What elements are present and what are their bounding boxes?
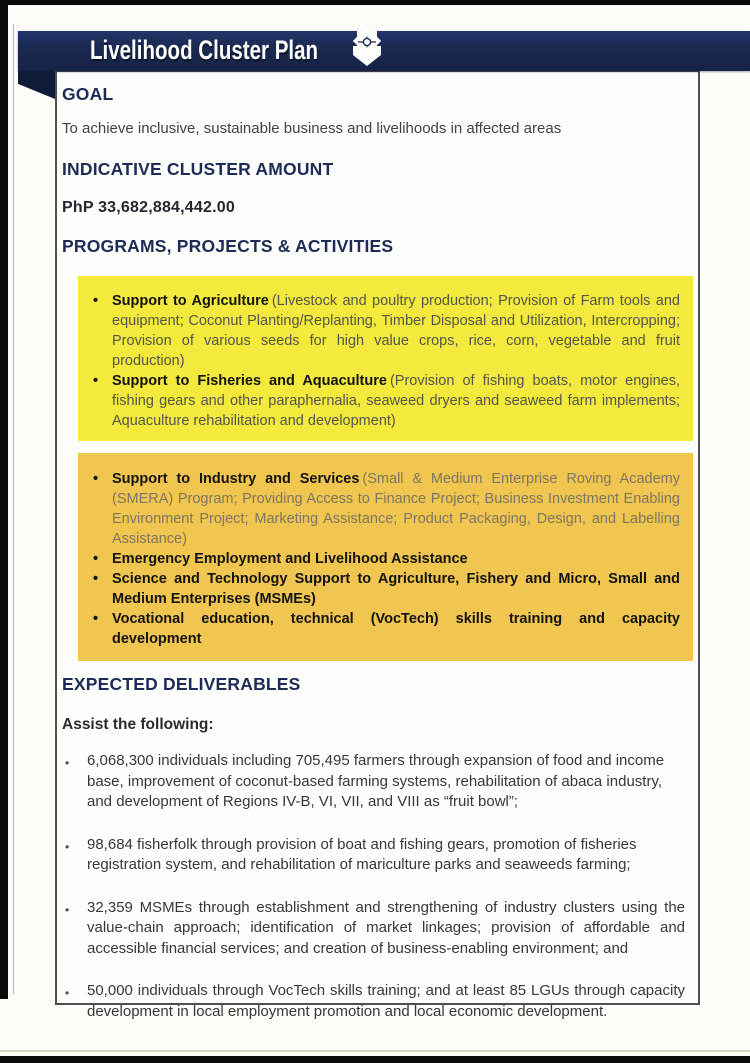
deliverable-text: 6,068,300 individuals including 705,495 farmers through expansion of food and income base, improvement of coconut-based farming systems, rehabilitation of abaca industry, and development of Regions IV-B, VI, VII, and VIII as “fruit bowl”;	[87, 752, 665, 810]
list-item	[93, 469, 680, 549]
deliverables-heading: EXPECTED DELIVERABLES	[62, 674, 301, 694]
goal-text: To achieve inclusive, sustainable business and livelihoods in affected areas	[62, 120, 562, 137]
program-detail: (Livestock and poultry production; Provision of Farm tools and equipment; Coconut Planting/Replanting, Timber Disposal and Utilization, Intercropping; Provision of various seeds for high value crops, rice, corn, vegetable and fruit production)	[112, 293, 680, 369]
program-title: Vocational education, technical (VocTech) skills training and capacity development	[112, 611, 680, 647]
cluster-emblem-icon	[344, 28, 390, 74]
program-title: Emergency Employment and Livelihood Assistance	[112, 551, 468, 567]
bullet-dot: •	[65, 756, 70, 770]
program-title: Support to Agriculture	[112, 293, 269, 309]
title-banner	[18, 31, 750, 71]
list-item	[62, 835, 685, 876]
list-item	[62, 751, 685, 813]
bullet-dot: •	[93, 471, 99, 487]
highlight-block-industry-services	[78, 453, 693, 661]
goal-heading: GOAL	[62, 84, 114, 104]
deliverable-text: 32,359 MSMEs through establishment and strengthening of industry clusters using the value-chain approach; identification of market linkages; provision of affordable and accessible financial services; and creation of business-enabling environment; and	[87, 898, 685, 957]
program-detail: (Small & Medium Enterprise Roving Academy (SMERA) Program; Providing Access to Finance Project; Business Investment Enabling Environment Project; Marketing Assistance; Product Packaging, Design, and Labelling Assistance)	[112, 471, 681, 547]
indicative-amount-value: PhP 33,682,884,442.00	[62, 199, 235, 216]
plan-content-box	[55, 70, 700, 1020]
bullet-dot: •	[65, 839, 70, 854]
list-item	[93, 291, 680, 371]
deliverable-text: 50,000 individuals through VocTech skills training; and at least 85 LGUs through capacity development in local employment promotion and local economic development.	[87, 982, 685, 1020]
scan-top-border	[0, 0, 750, 5]
program-title: Support to Fisheries and Aquaculture	[112, 373, 387, 389]
bullet-dot: •	[93, 611, 99, 627]
bullet-dot: •	[93, 373, 99, 389]
program-detail: (Provision of fishing boats, motor engines, fishing gears and other paraphernalia, seaweed dryers and seaweed farm implements; Aquaculture rehabilitation and development)	[112, 373, 680, 429]
page-title: Livelihood Cluster Plan	[90, 35, 319, 65]
scan-bottom-border	[0, 1056, 750, 1063]
banner-ribbon-fold	[18, 71, 55, 99]
list-item	[62, 898, 685, 960]
scan-crease-line	[13, 24, 14, 994]
bullet-dot: •	[65, 902, 70, 917]
scan-left-border	[0, 0, 8, 999]
bullet-dot: •	[93, 551, 99, 567]
bullet-dot: •	[93, 571, 99, 587]
program-title: Science and Technology Support to Agriculture, Fishery and Micro, Small and Medium Enterprises (MSMEs)	[112, 571, 680, 607]
highlight-block-agri-fisheries	[78, 276, 693, 441]
program-title: Support to Industry and Services	[112, 471, 360, 487]
list-item	[62, 981, 685, 1022]
bullet-dot: •	[65, 986, 70, 1000]
bullet-dot: •	[93, 293, 99, 309]
list-item	[93, 549, 680, 569]
deliverable-text: 98,684 fisherfolk through provision of boat and fishing gears, promotion of fisheries registration system, and rehabilitation of mariculture parks and seaweeds farming;	[87, 835, 637, 873]
list-item	[93, 609, 680, 649]
programs-heading: PROGRAMS, PROJECTS & ACTIVITIES	[62, 236, 394, 256]
indicative-amount-heading: INDICATIVE CLUSTER AMOUNT	[62, 159, 334, 179]
deliverables-intro: Assist the following:	[62, 716, 214, 733]
scan-footer-line	[0, 1050, 750, 1052]
list-item	[93, 371, 680, 431]
list-item	[93, 569, 680, 609]
